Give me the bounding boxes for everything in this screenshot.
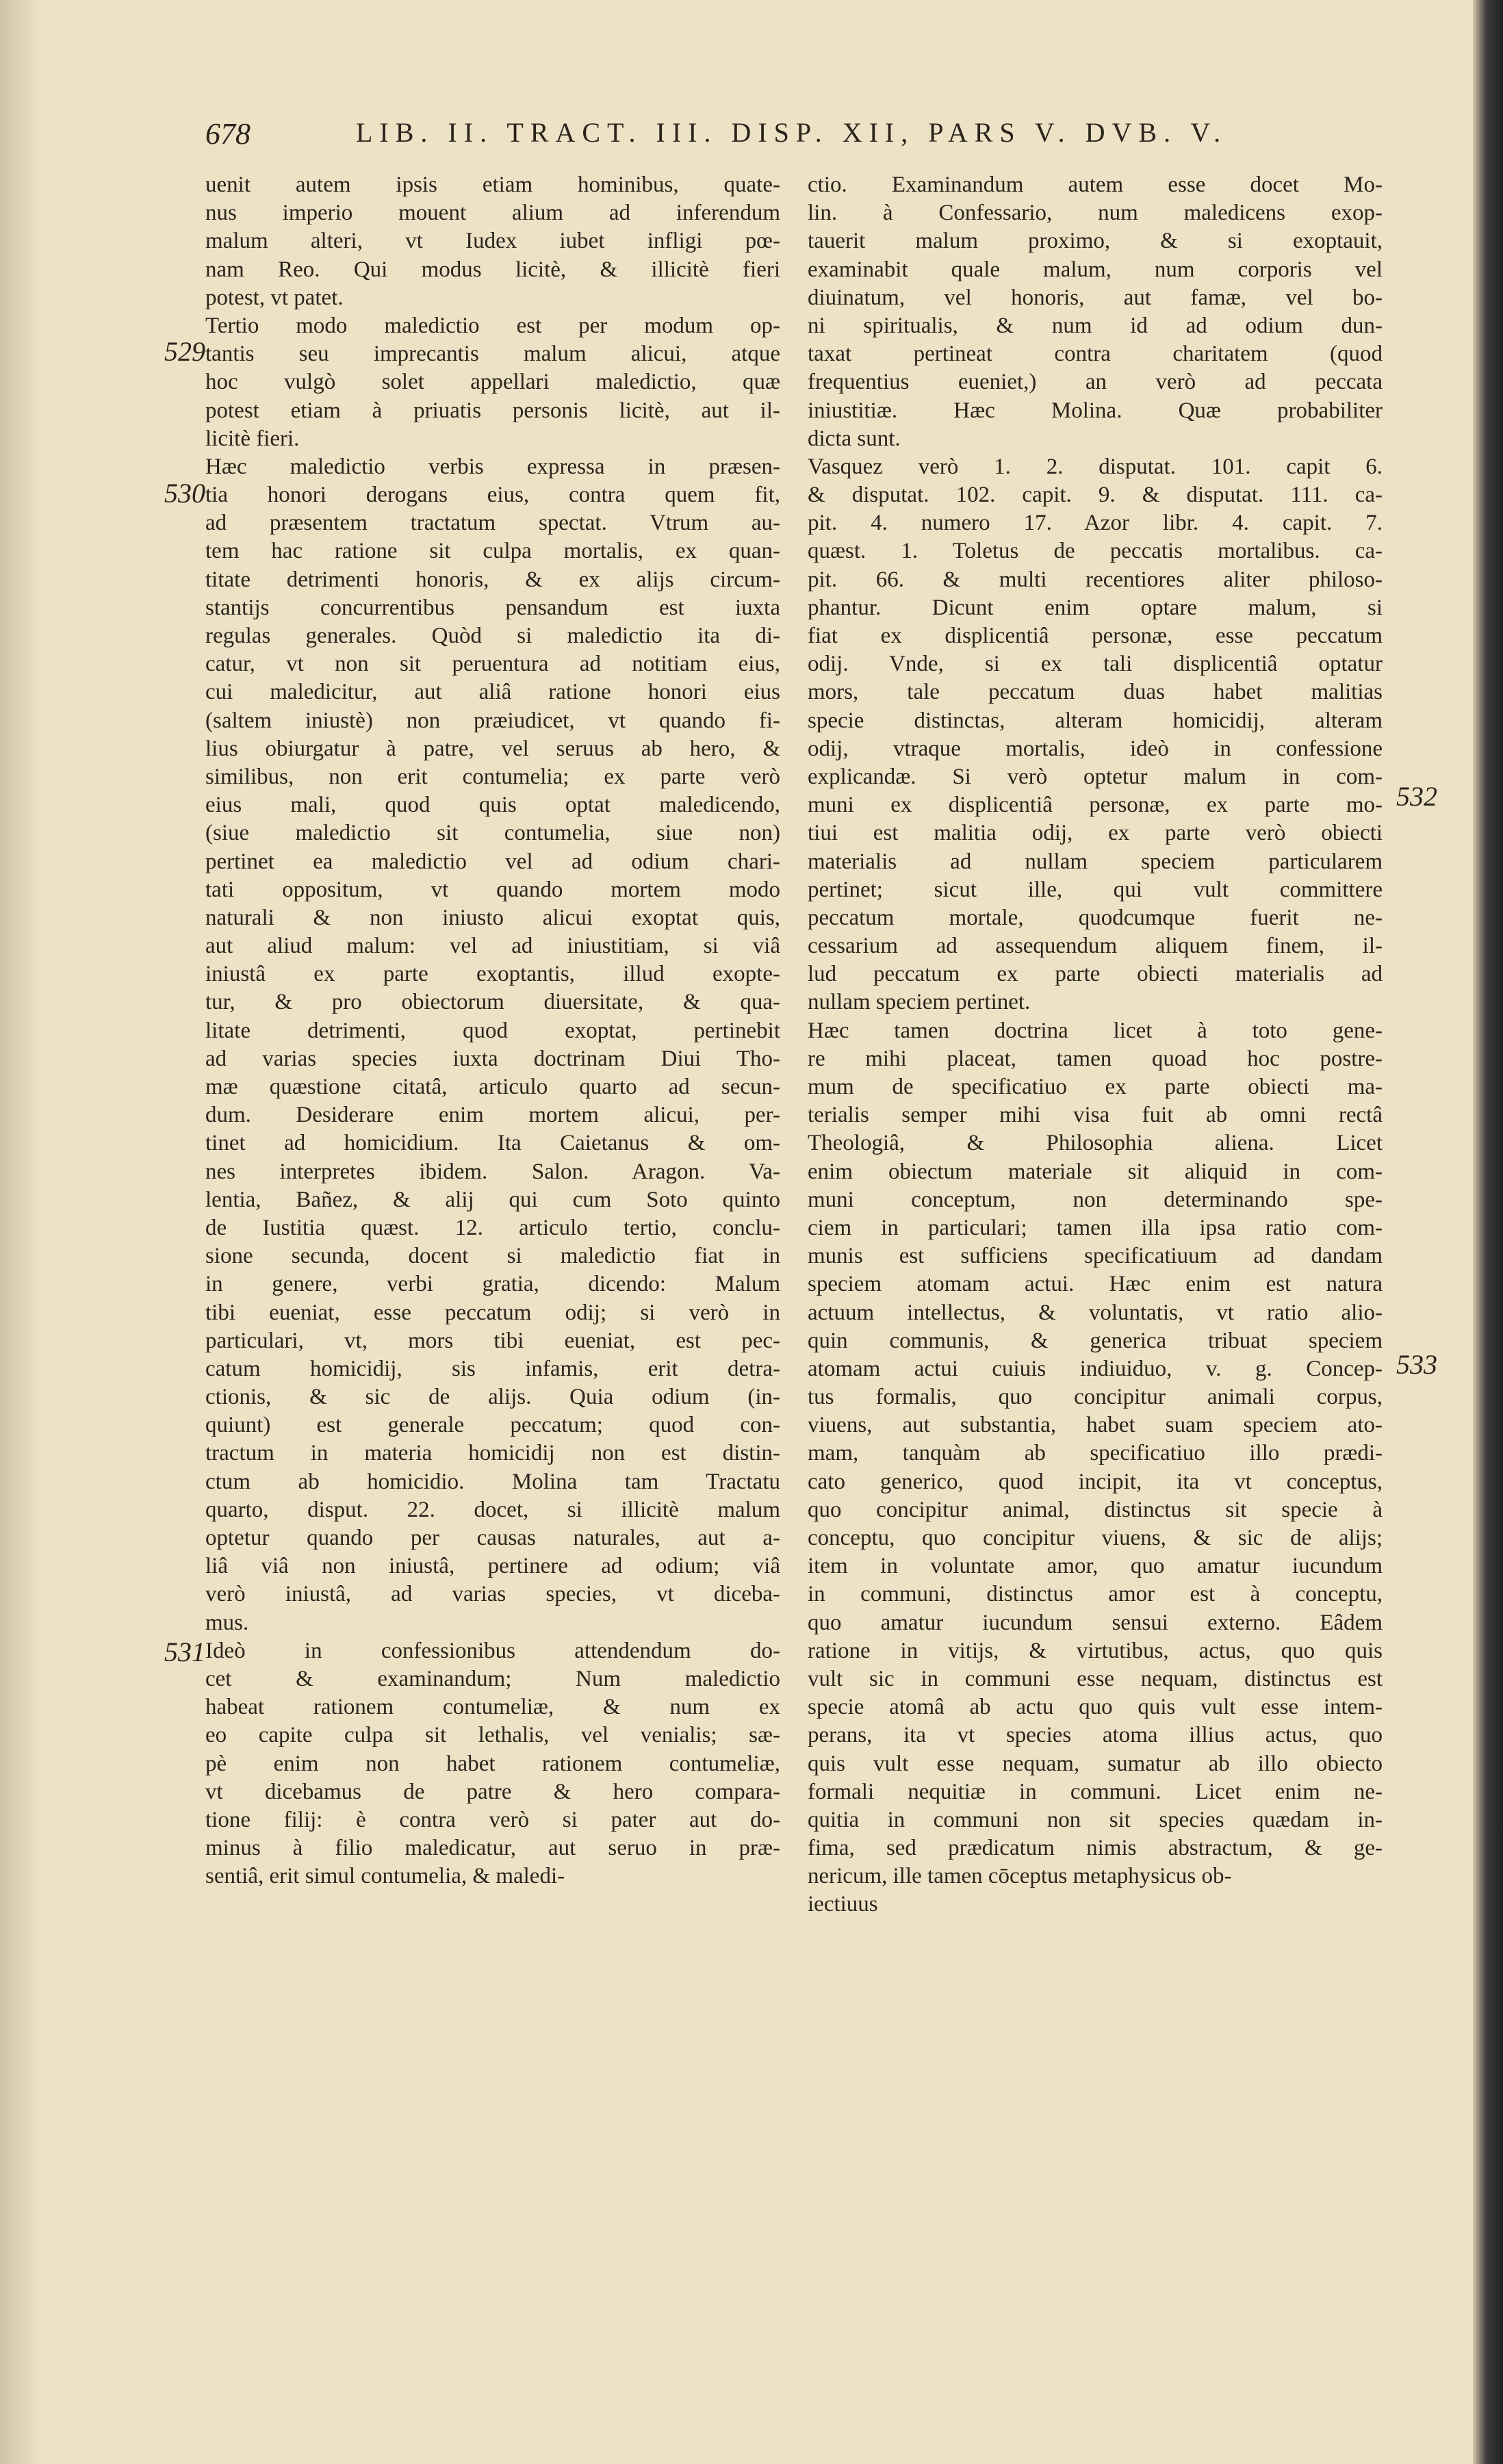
text-line: taxat pertineat contra charitatem (quod (808, 342, 1383, 367)
text-line: hoc vulgò solet appellari maledictio, quæ (205, 370, 780, 395)
text-line: ciem in particulari; tamen illa ipsa ratio com- (808, 1215, 1383, 1240)
text-line: actuum intellectus, & voluntatis, vt ratio alio- (808, 1300, 1383, 1325)
text-line: munis est sufficiens specificatiuum ad dandam (808, 1244, 1383, 1269)
text-line: mus. (205, 1610, 249, 1635)
running-head: LIB. II. TRACT. III. DISP. XII, PARS V. DVB. V. (356, 117, 1228, 148)
text-line: optetur quando per causas naturales, aut a- (205, 1526, 780, 1550)
page-number: 678 (205, 117, 250, 151)
text-line: odij, vtraque mortalis, ideò in confessione (808, 736, 1383, 761)
text-line: catur, vt non sit peruentura ad notitiam eius, (205, 652, 780, 677)
text-line: mam, tanquàm ab specificatiuo illo prædi- (808, 1441, 1383, 1466)
text-line: vult sic in communi esse nequam, distinctus est (808, 1666, 1383, 1691)
text-line: re mihi placeat, tamen quoad hoc postre- (808, 1046, 1383, 1071)
text-line: perans, ita vt species atoma illius actus, quo (808, 1723, 1383, 1748)
text-line: naturali & non iniusto alicui exoptat quis, (205, 905, 780, 930)
text-line: litate detrimenti, quod exoptat, pertinebit (205, 1018, 780, 1043)
text-line: regulas generales. Quòd si maledictio ita di- (205, 624, 780, 648)
text-line: aut aliud malum: vel ad iniustitiam, si viâ (205, 934, 780, 959)
text-line: iniustâ ex parte exoptantis, illud exopte- (205, 962, 780, 987)
text-line: tati oppositum, vt quando mortem modo (205, 877, 780, 902)
text-line: lius obiurgatur à patre, vel seruus ab hero, & (205, 736, 780, 761)
text-line: tinet ad homicidium. Ita Caietanus & om- (205, 1131, 780, 1156)
text-line: muni conceptum, non determinando spe- (808, 1187, 1383, 1212)
text-line: Hæc maledictio verbis expressa in præsen- (205, 454, 780, 479)
text-line: mæ quæstione citatâ, articulo quarto ad secun- (205, 1075, 780, 1099)
paragraph-number-531: 531 (164, 1637, 205, 1667)
page-header (205, 116, 1273, 164)
text-line: titate detrimenti honoris, & ex alijs circum- (205, 567, 780, 592)
text-line: liâ viâ non iniustâ, pertinere ad odium; viâ (205, 1554, 780, 1579)
text-line: speciem atomam actui. Hæc enim est natura (808, 1272, 1383, 1297)
text-line: tus formalis, quo concipitur animali corpus, (808, 1385, 1383, 1410)
text-line: nus imperio mouent alium ad inferendum (205, 201, 780, 226)
text-line: iectiuus (808, 1892, 878, 1917)
text-line: tibi eueniat, esse peccatum odij; si verò in (205, 1300, 780, 1325)
text-line: particulari, vt, mors tibi eueniat, est pec- (205, 1328, 780, 1353)
text-line: minus à filio maledicatur, aut seruo in præ- (205, 1836, 780, 1861)
page-gutter-shadow (0, 0, 41, 2464)
text-line: licitè fieri. (205, 426, 300, 451)
text-line: lentia, Bañez, & alij qui cum Soto quinto (205, 1187, 780, 1212)
text-line: ni spiritualis, & num id ad odium dun- (808, 313, 1383, 338)
text-line: terialis semper mihi visa fuit ab omni rectâ (808, 1103, 1383, 1128)
text-line: muni ex displicentiâ personæ, ex parte mo- (808, 793, 1383, 818)
paragraph-number-529: 529 (164, 336, 205, 367)
text-line: odij. Vnde, si ex tali displicentiâ optatur (808, 652, 1383, 677)
text-line: tur, & pro obiectorum diuersitate, & qua- (205, 990, 780, 1015)
text-line: specie distinctas, alteram homicidij, alteram (808, 708, 1383, 733)
text-line: quo amatur iucundum sensui externo. Eâdem (808, 1610, 1383, 1635)
text-line: sione secunda, docent si maledictio fiat in (205, 1244, 780, 1269)
right-column (808, 171, 1383, 1919)
text-line: specie atomâ ab actu quo quis vult esse intem- (808, 1695, 1383, 1720)
text-line: in genere, verbi gratia, dicendo: Malum (205, 1272, 780, 1297)
text-line: pit. 66. & multi recentiores aliter philoso- (808, 567, 1383, 592)
text-line: formali nequitiæ in communi. Licet enim ne- (808, 1779, 1383, 1804)
text-line: diuinatum, vel honoris, aut famæ, vel bo- (808, 285, 1383, 310)
text-line: atomam actui cuiuis indiuiduo, v. g. Concep- (808, 1356, 1383, 1381)
text-line: ad præsentem tractatum spectat. Vtrum au- (205, 511, 780, 536)
text-line: uenit autem ipsis etiam hominibus, quate- (205, 172, 780, 197)
text-line: ratione in vitijs, & virtutibus, actus, quo quis (808, 1638, 1383, 1663)
text-line: habeat rationem contumeliæ, & num ex (205, 1695, 780, 1720)
text-line: pertinet ea maledictio vel ad odium chari- (205, 849, 780, 874)
text-line: verò iniustâ, ad varias species, vt diceba- (205, 1582, 780, 1607)
text-line: similibus, non erit contumelia; ex parte verò (205, 764, 780, 789)
text-line: explicandæ. Si verò optetur malum in com- (808, 764, 1383, 789)
text-line: catum homicidij, sis infamis, erit detra- (205, 1356, 780, 1381)
text-line: nes interpretes ibidem. Salon. Aragon. Va- (205, 1159, 780, 1184)
text-line: tiui est malitia odij, ex parte verò obiecti (808, 821, 1383, 846)
text-line: mum de specificatiuo ex parte obiecti ma- (808, 1075, 1383, 1099)
text-line: iniustitiæ. Hæc Molina. Quæ probabiliter (808, 398, 1383, 423)
text-line: cui maledicitur, aut aliâ ratione honori eius (205, 680, 780, 705)
text-line: enim obiectum materiale sit aliquid in com- (808, 1159, 1383, 1184)
paragraph-number-533: 533 (1396, 1349, 1437, 1380)
text-line: tia honori derogans eius, contra quem fit, (205, 483, 780, 508)
text-line: pertinet; sicut ille, qui vult committere (808, 877, 1383, 902)
text-line: item in voluntate amor, quo amatur iucundum (808, 1554, 1383, 1579)
text-line: fiat ex displicentiâ personæ, esse peccatum (808, 624, 1383, 648)
text-line: dicta sunt. (808, 426, 901, 451)
scan-edge (1473, 0, 1503, 2464)
text-line: fima, sed prædicatum nimis abstractum, & ge- (808, 1836, 1383, 1861)
text-line: sentiâ, erit simul contumelia, & maledi- (205, 1864, 565, 1889)
text-line: cessarium ad assequendum aliquem finem, il- (808, 934, 1383, 959)
text-line: nam Reo. Qui modus licitè, & illicitè fieri (205, 257, 780, 282)
text-line: quo concipitur animal, distinctus sit specie à (808, 1497, 1383, 1522)
text-line: Ideò in confessionibus attendendum do- (205, 1638, 780, 1663)
text-line: tauerit malum proximo, & si exoptauit, (808, 229, 1383, 254)
text-line: nullam speciem pertinet. (808, 990, 1031, 1015)
text-line: quitia in communi non sit species quædam in- (808, 1807, 1383, 1832)
text-line: quarto, disput. 22. docet, si illicitè malum (205, 1497, 780, 1522)
text-line: examinabit quale malum, num corporis vel (808, 257, 1383, 282)
text-line: de Iustitia quæst. 12. articulo tertio, conclu- (205, 1215, 780, 1240)
text-line: quæst. 1. Toletus de peccatis mortalibus. ca- (808, 539, 1383, 564)
text-line: ctum ab homicidio. Molina tam Tractatu (205, 1469, 780, 1494)
text-line: quiunt) est generale peccatum; quod con- (205, 1413, 780, 1438)
text-line: viuens, aut substantia, habet suam speciem ato- (808, 1413, 1383, 1438)
text-line: nericum, ille tamen cōceptus metaphysicus ob- (808, 1864, 1232, 1889)
text-line: & disputat. 102. capit. 9. & disputat. 111. ca- (808, 483, 1383, 508)
paragraph-number-530: 530 (164, 478, 205, 509)
text-line: cet & examinandum; Num maledictio (205, 1666, 780, 1691)
text-line: (saltem iniustè) non præiudicet, vt quando fi- (205, 708, 780, 733)
text-line: conceptu, quo concipitur viuens, & sic de alijs; (808, 1526, 1383, 1550)
text-line: potest etiam à priuatis personis licitè, aut il- (205, 398, 780, 423)
text-line: pè enim non habet rationem contumeliæ, (205, 1751, 780, 1776)
text-line: tractum in materia homicidij non est distin- (205, 1441, 780, 1466)
text-line: Hæc tamen doctrina licet à toto gene- (808, 1018, 1383, 1043)
text-line: vt dicebamus de patre & hero compara- (205, 1779, 780, 1804)
text-line: pit. 4. numero 17. Azor libr. 4. capit. 7. (808, 511, 1383, 536)
text-line: (siue maledictio sit contumelia, siue non) (205, 821, 780, 846)
text-line: tem hac ratione sit culpa mortalis, ex quan- (205, 539, 780, 564)
text-line: Theologiâ, & Philosophia aliena. Licet (808, 1131, 1383, 1156)
text-line: stantijs concurrentibus pensandum est iuxta (205, 595, 780, 620)
text-line: Vasquez verò 1. 2. disputat. 101. capit 6. (808, 454, 1383, 479)
paragraph-number-532: 532 (1396, 781, 1437, 812)
text-line: ctionis, & sic de alijs. Quia odium (in- (205, 1385, 780, 1410)
text-line: quis vult esse nequam, sumatur ab illo obiecto (808, 1751, 1383, 1776)
text-line: mors, tale peccatum duas habet malitias (808, 680, 1383, 705)
text-line: dum. Desiderare enim mortem alicui, per- (205, 1103, 780, 1128)
text-line: cato generico, quod incipit, ita vt conceptus, (808, 1469, 1383, 1494)
text-line: quin communis, & generica tribuat speciem (808, 1328, 1383, 1353)
text-line: eo capite culpa sit lethalis, vel venialis; sæ- (205, 1723, 780, 1748)
text-line: lud peccatum ex parte obiecti materialis ad (808, 962, 1383, 987)
text-line: peccatum mortale, quodcumque fuerit ne- (808, 905, 1383, 930)
text-line: tantis seu imprecantis malum alicui, atque (205, 342, 780, 367)
text-line: lin. à Confessario, num maledicens exop- (808, 201, 1383, 226)
text-line: Tertio modo maledictio est per modum op- (205, 313, 780, 338)
text-line: frequentius eueniet,) an verò ad peccata (808, 370, 1383, 395)
text-line: ctio. Examinandum autem esse docet Mo- (808, 172, 1383, 197)
left-column (205, 171, 780, 1890)
text-line: potest, vt patet. (205, 285, 344, 310)
text-line: in communi, distinctus amor est à conceptu, (808, 1582, 1383, 1607)
text-line: ad varias species iuxta doctrinam Diui Tho- (205, 1046, 780, 1071)
text-line: tione filij: è contra verò si pater aut do- (205, 1807, 780, 1832)
text-line: eius mali, quod quis optat maledicendo, (205, 793, 780, 818)
text-line: materialis ad nullam speciem particularem (808, 849, 1383, 874)
text-line: phantur. Dicunt enim optare malum, si (808, 595, 1383, 620)
text-line: malum alteri, vt Iudex iubet infligi pœ- (205, 229, 780, 254)
